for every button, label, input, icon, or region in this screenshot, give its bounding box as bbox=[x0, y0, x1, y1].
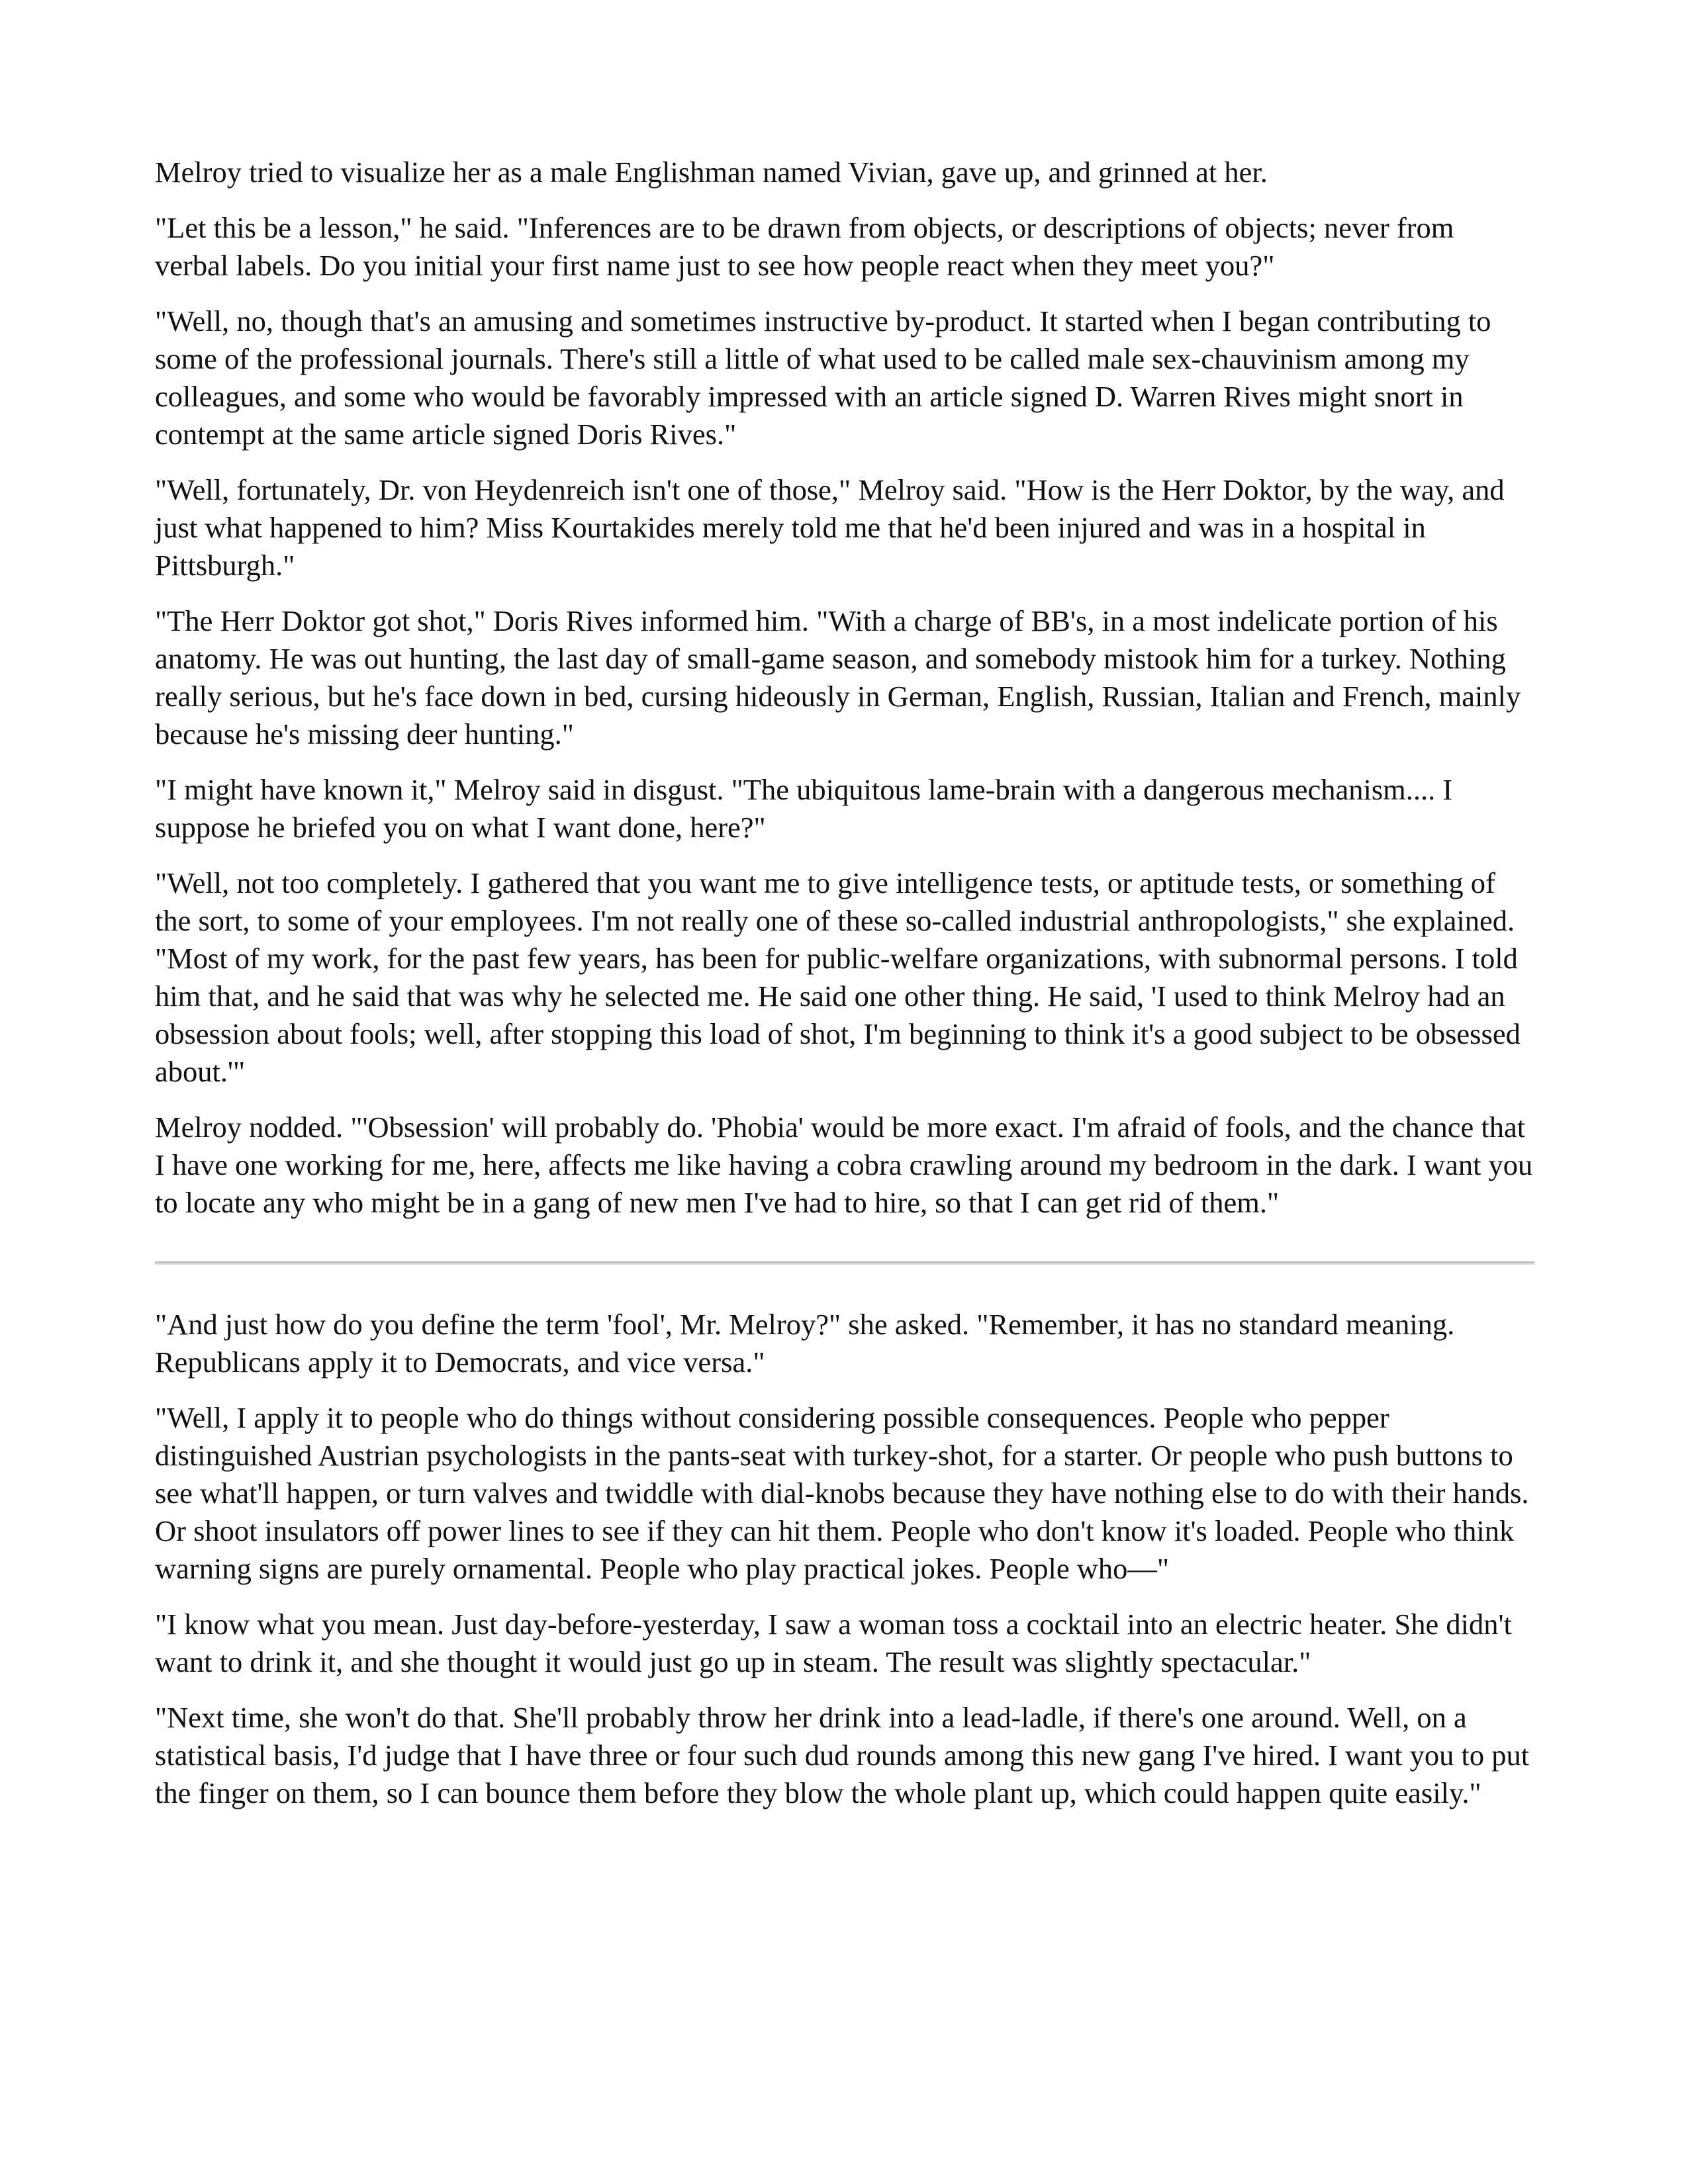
section-one bbox=[155, 154, 1534, 1222]
document-page bbox=[155, 154, 1534, 1830]
paragraph: "Let this be a lesson," he said. "Inferences are to be drawn from objects, or descriptions of objects; never from verbal labels. Do you initial your first name just to see how people react when they meet you?" bbox=[155, 211, 1454, 282]
section-two bbox=[155, 1306, 1534, 1812]
paragraph: "Well, no, though that's an amusing and sometimes instructive by-product. It started when I began contributing to some of the professional journals. There's still a little of what used to be called male sex-chauvinism among my colleagues, and some who would be favorably impressed with an article signed D. Warren Rives might snort in contempt at the same article signed Doris Rives." bbox=[155, 304, 1491, 451]
paragraph: "And just how do you define the term 'fool', Mr. Melroy?" she asked. "Remember, it has no standard meaning. Republicans apply it to Democrats, and vice versa." bbox=[155, 1308, 1455, 1379]
paragraph: "I know what you mean. Just day-before-yesterday, I saw a woman toss a cocktail into an electric heater. She didn't want to drink it, and she thought it would just go up in steam. The result was slightly spectacular." bbox=[155, 1608, 1512, 1678]
paragraph: "The Herr Doktor got shot," Doris Rives informed him. "With a charge of BB's, in a most indelicate portion of his anatomy. He was out hunting, the last day of small-game season, and somebody mistook him for a turkey. Nothing really serious, but he's face down in bed, cursing hideously in German, English, Russian, Italian and French, mainly because he's missing deer hunting." bbox=[155, 604, 1521, 751]
paragraph: Melroy nodded. "'Obsession' will probably do. 'Phobia' would be more exact. I'm afraid of fools, and the chance that I have one working for me, here, affects me like having a cobra crawling around my bedroom in the dark. I want you to locate any who might be in a gang of new men I've had to hire, so that I can get rid of them." bbox=[155, 1111, 1533, 1219]
paragraph: "Well, I apply it to people who do things without considering possible consequences. People who pepper distinguished Austrian psychologists in the pants-seat with turkey-shot, for a starter. Or people who push buttons to see what'll happen, or turn valves and twiddle with dial-knobs because they have nothing else to do with their hands. Or shoot insulators off power lines to see if they can hit them. People who don't know it's loaded. People who think warning signs are purely ornamental. People who play practical jokes. People who—" bbox=[155, 1401, 1529, 1585]
paragraph: "Next time, she won't do that. She'll probably throw her drink into a lead-ladle, if there's one around. Well, on a statistical basis, I'd judge that I have three or four such dud rounds among this new gang I've hired. I want you to put the finger on them, so I can bounce them before they blow the whole plant up, which could happen quite easily." bbox=[155, 1701, 1530, 1809]
paragraph: "Well, fortunately, Dr. von Heydenreich isn't one of those," Melroy said. "How is the Herr Doktor, by the way, and just what happened to him? Miss Kourtakides merely told me that he'd been injured and was in a hospital in Pittsburgh." bbox=[155, 473, 1505, 582]
paragraph: "Well, not too completely. I gathered that you want me to give intelligence tests, or aptitude tests, or something of the sort, to some of your employees. I'm not really one of these so-called industrial anthropologists," she explained. "Most of my work, for the past few years, has been for public-welfare organizations, with subnormal persons. I told him that, and he said that was why he selected me. He said one other thing. He said, 'I used to think Melroy had an obsession about fools; well, after stopping this load of shot, I'm beginning to think it's a good subject to be obsessed about.'" bbox=[155, 866, 1521, 1088]
section-divider bbox=[155, 1261, 1534, 1265]
paragraph: "I might have known it," Melroy said in disgust. "The ubiquitous lame-brain with a dangerous mechanism.... I suppose he briefed you on what I want done, here?" bbox=[155, 773, 1453, 844]
paragraph: Melroy tried to visualize her as a male Englishman named Vivian, gave up, and grinned at her. bbox=[155, 156, 1268, 189]
